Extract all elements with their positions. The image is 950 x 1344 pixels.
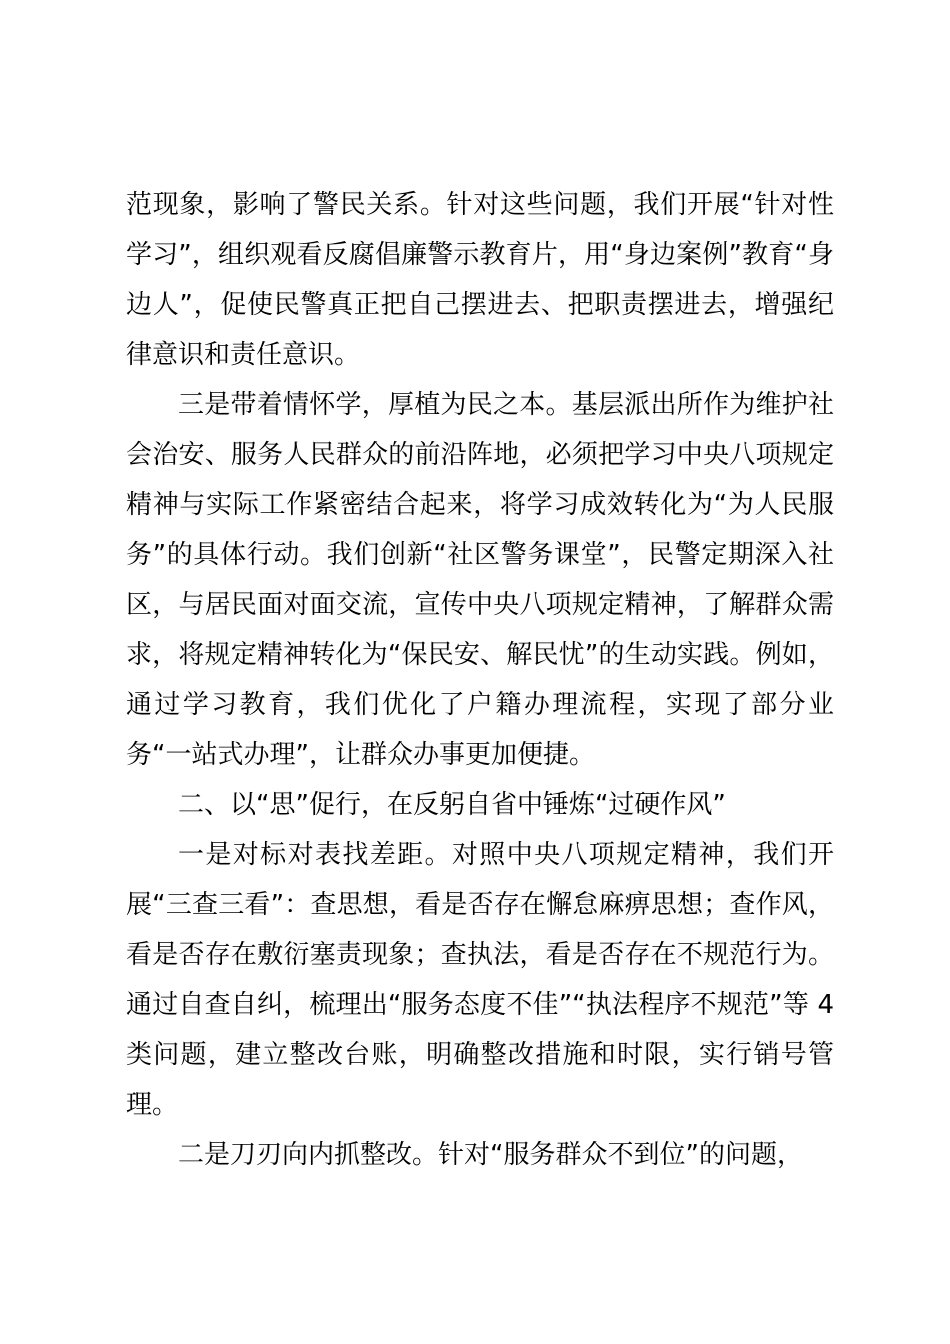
document-page <box>126 180 834 1180</box>
paragraph-benchmark: 一是对标对表找差距。对照中央八项规定精神，我们开展“三查三看”：查思想，看是否存在懈怠麻痹思想；查作风，看是否存在敷衍塞责现象；查执法，看是否存在不规范行为。通过自查自纠，梳理出“服务态度不佳”“执法程序不规范”等 4 类问题，建立整改台账，明确整改措施和时限，实行销号管理。 <box>126 840 834 1120</box>
paragraph-three-learning: 三是带着情怀学，厚植为民之本。基层派出所作为维护社会治安、服务人民群众的前沿阵地，必须把学习中央八项规定精神与实际工作紧密结合起来，将学习成效转化为“为人民服务”的具体行动。我们创新“社区警务课堂”，民警定期深入社区，与居民面对面交流，宣传中央八项规定精神，了解群众需求，将规定精神转化为“保民安、解民忧”的生动实践。例如，通过学习教育，我们优化了户籍办理流程，实现了部分业务“一站式办理”，让群众办事更加便捷。 <box>126 390 834 770</box>
paragraph-continuation: 范现象，影响了警民关系。针对这些问题，我们开展“针对性学习”，组织观看反腐倡廉警示教育片，用“身边案例”教育“身边人”，促使民警真正把自己摆进去、把职责摆进去，增强纪律意识和责任意识。 <box>126 190 834 370</box>
section-heading-two: 二、以“思”促行，在反躬自省中锤炼“过硬作风” <box>178 790 726 820</box>
paragraph-rectification: 二是刀刃向内抓整改。针对“服务群众不到位”的问题， <box>178 1140 803 1170</box>
